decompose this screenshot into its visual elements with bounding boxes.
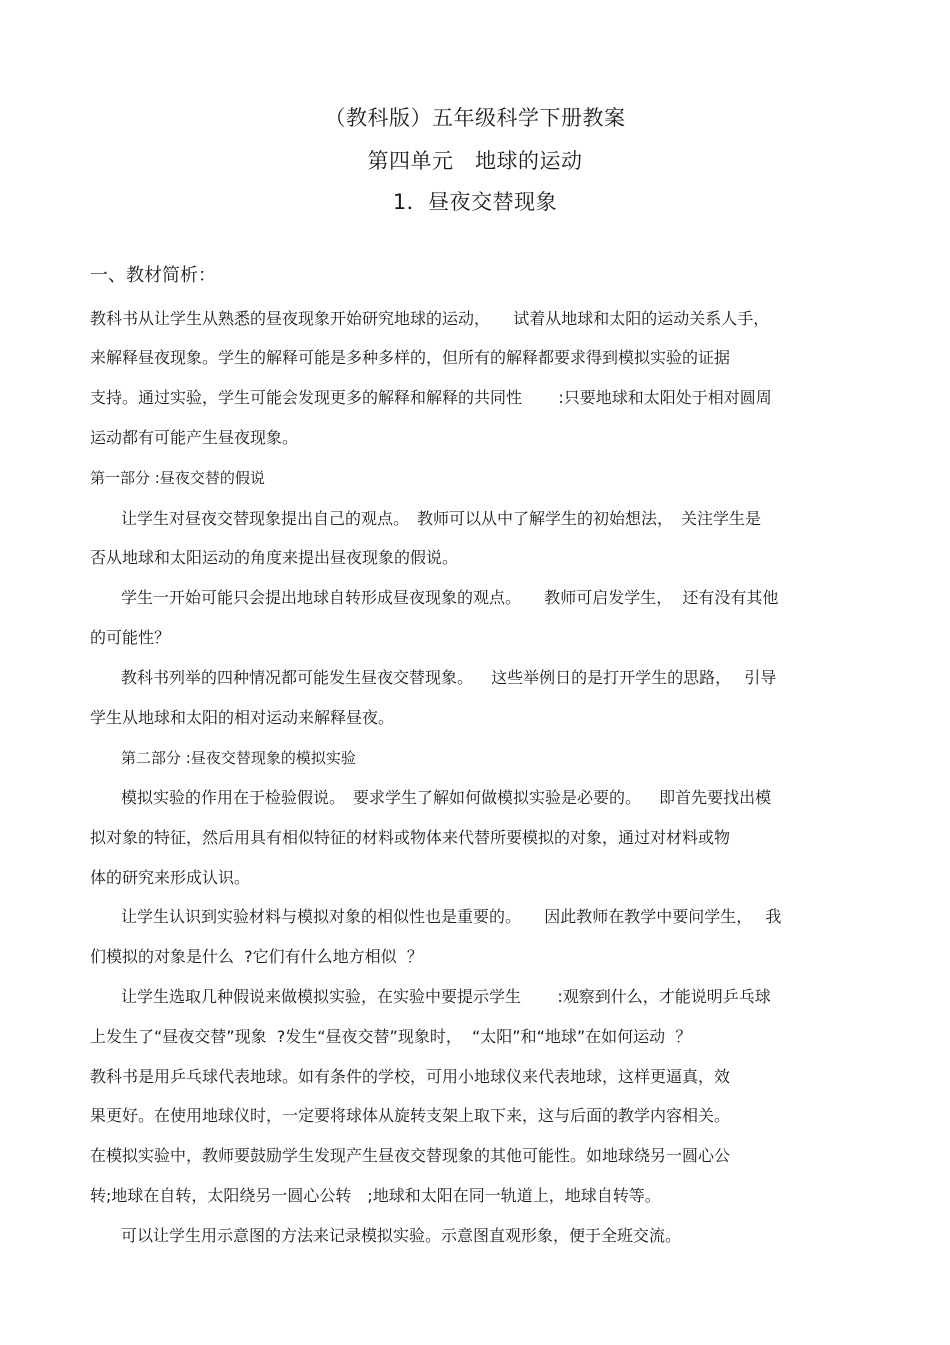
paragraph-line: 否从地球和太阳运动的角度来提出昼夜现象的假说。 — [90, 548, 459, 567]
paragraph-line: 上发生了“昼夜交替”现象 ?发生“昼夜交替”现象时， “太阳”和“地球”在如何运动 ？ — [90, 1027, 692, 1046]
paragraph-line: 果更好。在使用地球仪时，一定要将球体从旋转支架上取下来，这与后面的教学内容相关。 — [90, 1106, 731, 1125]
paragraph-line: 运动都有可能产生昼夜现象。 — [90, 428, 299, 447]
document-title: （教科版）五年级科学下册教案 — [324, 106, 626, 130]
part-one-heading: 第一部分 :昼夜交替的假说 — [90, 469, 265, 487]
paragraph-line: 可以让学生用示意图的方法来记录模拟实验。示意图直观形象，便于全班交流。 — [121, 1226, 682, 1245]
paragraph-line: 教科书是用乒乓球代表地球。如有条件的学校，可用小地球仪来代表地球，这样更逼真，效 — [90, 1067, 731, 1086]
paragraph-line: 体的研究来形成认识。 — [90, 868, 251, 887]
paragraph-line: 让学生选取几种假说来做模拟实验，在实验中要提示学生 :观察到什么，才能说明乒乓球 — [121, 987, 771, 1006]
paragraph-line: 在模拟实验中，教师要鼓励学生发现产生昼夜交替现象的其他可能性。如地球绕另一圆心公 — [90, 1146, 731, 1165]
paragraph-line: 支持。通过实验，学生可能会发现更多的解释和解释的共同性 :只要地球和太阳处于相对圆周 — [90, 388, 772, 407]
lesson-title: 1．昼夜交替现象 — [392, 190, 558, 214]
paragraph-line: 转;地球在自转，太阳绕另一圆心公转 ;地球和太阳在同一轨道上，地球自转等。 — [90, 1186, 661, 1205]
paragraph-line: 教科书从让学生从熟悉的昼夜现象开始研究地球的运动， 试着从地球和太阳的运动关系人手， — [90, 309, 770, 328]
part-two-heading: 第二部分 :昼夜交替现象的模拟实验 — [121, 749, 356, 767]
paragraph-line: 来解释昼夜现象。学生的解释可能是多种多样的，但所有的解释都要求得到模拟实验的证据 — [90, 348, 731, 367]
paragraph-line: 的可能性？ — [90, 628, 171, 647]
paragraph-line: 拟对象的特征，然后用具有相似特征的材料或物体来代替所要模拟的对象，通过对材料或物 — [90, 828, 731, 847]
section-heading-analysis: 一、教材简析： — [90, 265, 216, 286]
unit-title: 第四单元 地球的运动 — [367, 149, 583, 173]
paragraph-line: 让学生认识到实验材料与模拟对象的相似性也是重要的。 因此教师在教学中要问学生， 我 — [121, 907, 782, 926]
paragraph-line: 教科书列举的四种情况都可能发生昼夜交替现象。 这些举例日的是打开学生的思路， 引导 — [121, 668, 777, 687]
paragraph-line: 学生一开始可能只会提出地球自转形成昼夜现象的观点。 教师可启发学生， 还有没有其他 — [121, 588, 779, 607]
paragraph-line: 学生从地球和太阳的相对运动来解释昼夜。 — [90, 708, 395, 727]
paragraph-line: 们模拟的对象是什么 ?它们有什么地方相似 ？ — [90, 947, 423, 966]
paragraph-line: 让学生对昼夜交替现象提出自己的观点。 教师可以从中了解学生的初始想法， 关注学生是 — [121, 509, 762, 528]
paragraph-line: 模拟实验的作用在于检验假说。 要求学生了解如何做模拟实验是必要的。 即首先要找出模 — [121, 788, 772, 807]
